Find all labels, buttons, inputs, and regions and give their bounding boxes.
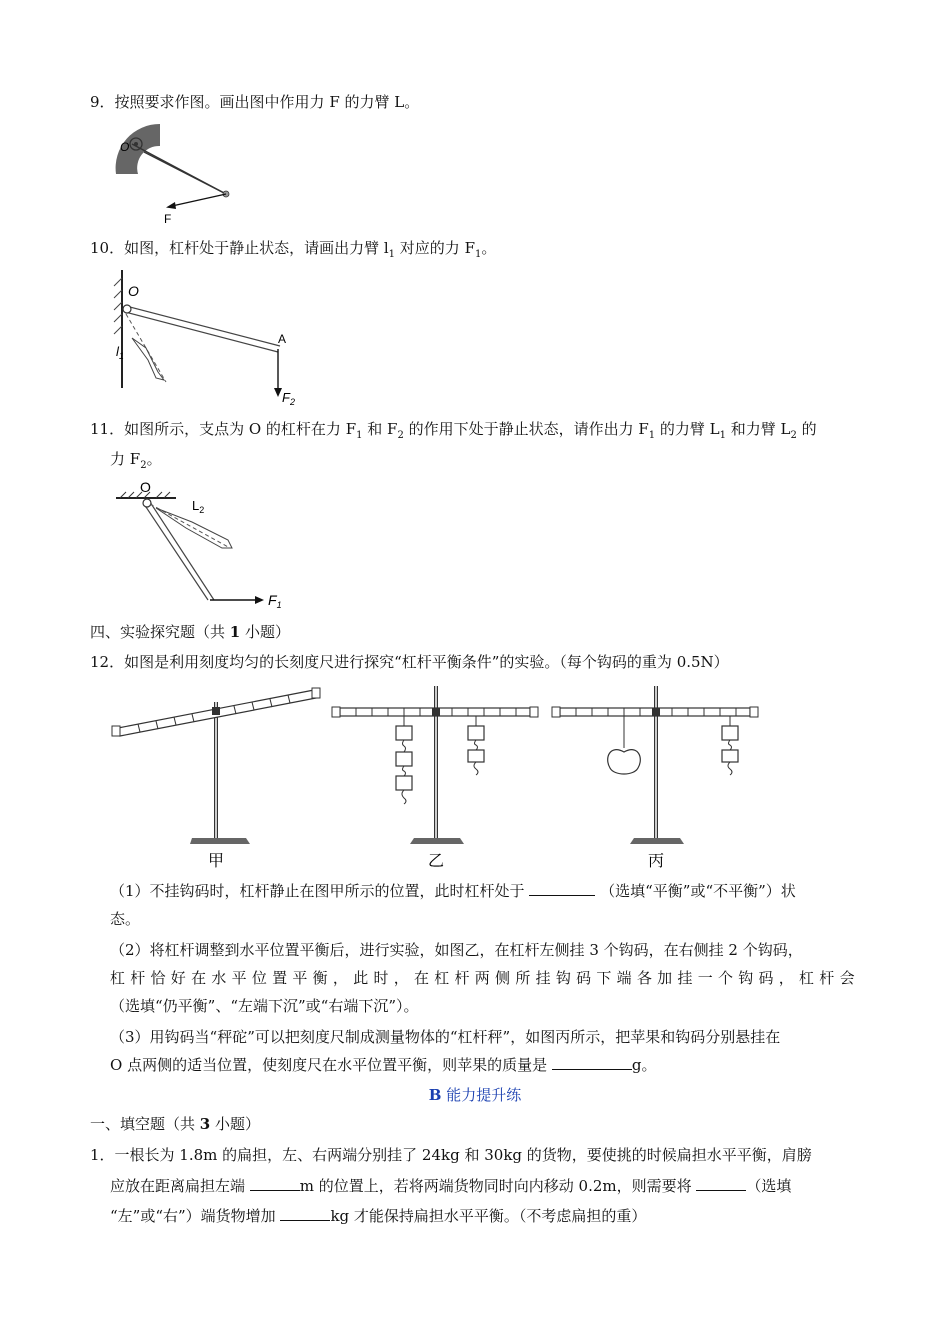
figure-label-yi: 乙 [428,853,445,870]
q10-text: 10．如图，杠杆处于静止状态，请画出力臂 $l_1$ 对应的力 $F_1$。 [90,239,497,260]
q10-label-o: O [128,283,139,299]
figure-label-bing: 丙 [648,853,665,870]
q12-part3-line1: （3）用钩码当“秤砣”可以把刻度尺制成测量物体的“杠杆秤”，如图丙所示，把苹果和钩码分别悬挂在 [110,1028,781,1046]
q12-part1-blank[interactable] [529,881,595,896]
b1-blank-1[interactable] [250,1176,300,1191]
q12-text: 12．如图是利用刻度均匀的长刻度尺进行探究“杠杆平衡条件”的实验。（每个钩码的重为 0.5N） [90,653,729,671]
q10-figure [108,268,308,413]
q11-line1: 11．如图所示，支点为 O 的杠杆在力 $F_1$ 和 $F_2$ 的作用下处于静止状态，请作出力 $F_1$ 的力臂 $L_1$ 和力臂 $L_2$ 的 [90,420,817,441]
q12-part2-line2: 杠 杆 恰 好 在 水 平 位 置 平 衡 ， 此 时 ， 在 杠 杆 两 侧 所 挂 钩 码 下 端 各 加 挂 一 个 钩 码 ， 杠 杆 会 [110,969,855,987]
b1-blank-3[interactable] [280,1206,330,1221]
q12-part1-line1: （1）不挂钩码时，杠杆静止在图甲所示的位置，此时杠杆处于 （选填“平衡”或“不平衡”）状 [110,882,796,900]
section1-heading: 一、填空题（共 3 小题） [90,1115,260,1133]
q9-label-f: F [164,212,172,226]
b1-line2: 应放在距离扁担左端 m 的位置上，若将两端货物同时向内移动 0.2m，则需要将 （选填 [110,1177,792,1195]
figure-bing [552,686,758,844]
q11-label-l: $L_2$ [192,498,205,515]
q12-part3-blank[interactable] [552,1055,632,1070]
b1-line1: 1．一根长为 1.8m 的扁担，左、右两端分别挂了 24kg 和 30kg 的货物，要使挑的时候扁担水平平衡，肩膀 [90,1146,812,1164]
q9-text: 9．按照要求作图。画出图中作用力 F 的力臂 L。 [90,93,420,111]
q12-part1-line2: 态。 [110,910,141,928]
q11-label-f: $F_1$ [268,592,282,610]
figure-jia [112,688,320,844]
q10-label-f: $F_2$ [282,390,295,407]
q10-label-l: $l_1$ [116,344,124,361]
q9-label-o: O [120,140,130,154]
figure-yi [332,686,538,844]
q11-figure [112,478,302,613]
figure-label-jia: 甲 [208,853,225,870]
q12-figures [110,680,770,872]
q12-part2-line1: （2）将杠杆调整到水平位置平衡后，进行实验，如图乙，在杠杆左侧挂 3 个钩码，在右侧挂 2 个钩码， [110,941,803,959]
section-b-heading: B 能力提升练 [428,1086,522,1104]
q11-label-o: O [140,479,151,495]
q9-figure [110,118,240,228]
b1-line3: “左”或“右”）端货物增加 kg 才能保持扁担水平平衡。（不考虑扁担的重） [110,1207,647,1225]
b1-blank-2[interactable] [696,1176,746,1191]
q12-part2-line3: （选填“仍平衡”、“左端下沉”或“右端下沉”）。 [110,997,419,1015]
q10-label-a: A [278,332,287,346]
q12-part3-line2: O 点两侧的适当位置，使刻度尺在水平位置平衡，则苹果的质量是 g。 [110,1056,657,1074]
q11-line2: 力 $F_2$。 [110,450,162,471]
section4-heading: 四、实验探究题（共 1 小题） [90,623,290,641]
